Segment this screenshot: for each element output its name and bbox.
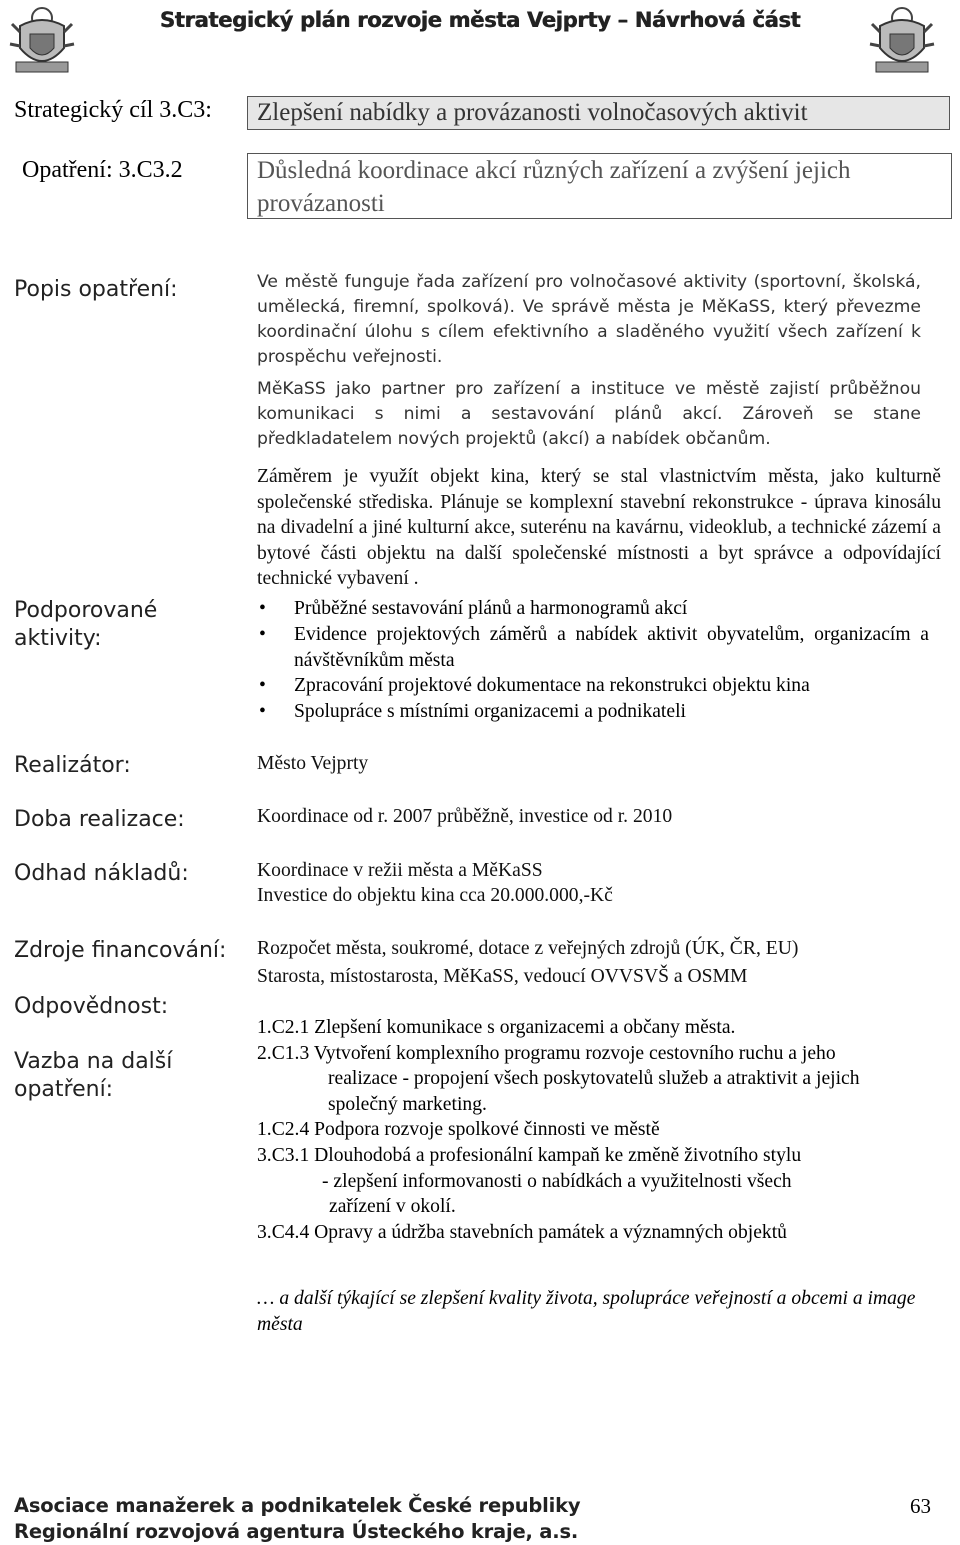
costs-line: Koordinace v režii města a MěKaSS (257, 860, 543, 881)
list-item: • Průběžné sestavování plánů a harmonogramů akcí (257, 596, 929, 622)
costs-label: Odhad nákladů: (14, 861, 189, 886)
list-item: 2.C1.3 Vytvoření komplexního programu rozvoje cestovního ruchu a jeho (257, 1042, 836, 1064)
goal-label: Strategický cíl 3.C3: (14, 97, 212, 123)
implementer-label: Realizátor: (14, 753, 131, 778)
list-item: • Zpracování projektové dokumentace na rekonstrukci objektu kina (257, 673, 929, 699)
funding-value: Rozpočet města, soukromé, dotace z veřejných zdrojů (ÚK, ČR, EU) (257, 938, 799, 959)
list-item: • Spolupráce s místními organizacemi a podnikateli (257, 699, 929, 725)
related-measures-label: Vazba na další opatření: (14, 1049, 173, 1102)
bullet-icon: • (259, 623, 266, 645)
measure-title-box: Důsledná koordinace akcí různých zařízení a zvýšení jejich provázanosti (247, 153, 952, 219)
list-item-continuation: realizace - propojení všech poskytovatelů služeb a atraktivit a jejich (328, 1068, 860, 1090)
list-item-continuation: společný marketing. (328, 1093, 487, 1115)
duration-label: Doba realizace: (14, 807, 185, 832)
list-item-continuation: zařízení v okolí. (329, 1196, 456, 1218)
list-item: 3.C4.4 Opravy a údržba stavebních památek a významných objektů (257, 1221, 787, 1243)
duration-value: Koordinace od r. 2007 průběžně, investice od r. 2010 (257, 806, 673, 827)
list-item: 1.C2.4 Podpora rozvoje spolkové činnosti ve městě (257, 1119, 660, 1141)
measure-label: Opatření: 3.C3.2 (22, 157, 183, 183)
coat-of-arms-icon (8, 4, 76, 76)
bullet-icon: • (259, 675, 266, 697)
implementer-value: Město Vejprty (257, 753, 369, 774)
closing-note: … a další týkající se zlepšení kvality života, spolupráce veřejností a obcemi a image města (257, 1288, 916, 1335)
list-item-continuation: - zlepšení informovanosti o nabídkách a využitelnosti všech (322, 1170, 792, 1192)
funding-label: Zdroje financování: (14, 938, 227, 963)
list-item: • Evidence projektových záměrů a nabídek aktivit obyvatelům, organizacím a návštěvníkům města (259, 623, 929, 671)
list-item: 1.C2.1 Zlepšení komunikace s organizacemi a občany města. (257, 1017, 736, 1038)
footer-organization-2: Regionální rozvojová agentura Ústeckého kraje, a.s. (14, 1520, 579, 1543)
description-paragraph: MěKaSS jako partner pro zařízení a instituce ve městě zajistí průběžnou komunikaci s nimi a sestavování plánů akcí. Zároveň se stane předkladatelem nových projektů (akcí) a nabídek občanům. (257, 379, 921, 449)
document-header-title: Strategický plán rozvoje města Vejprty – Návrhová část (159, 8, 801, 32)
description-text (257, 270, 921, 459)
description-paragraph: Ve městě funguje řada zařízení pro volnočasové aktivity (sportovní, školská, umělecká, firemní, spolková). Ve správě města je MěKaSS, který převezme koordinační úlohu s cílem efektivního a sladěného využití všech zařízení k prospěchu veřejnosti. (257, 272, 921, 367)
footer-organization-1: Asociace manažerek a podnikatelek České republiky (14, 1494, 581, 1517)
costs-line: Investice do objektu kina cca 20.000.000,-Kč (257, 885, 613, 906)
goal-title-box: Zlepšení nabídky a provázanosti volnočasových aktivit (247, 96, 950, 130)
list-item: 3.C3.1 Dlouhodobá a profesionální kampaň ke změně životního stylu (257, 1144, 802, 1166)
description-paragraph: Záměrem je využít objekt kina, který se stal vlastnictvím města, jako kulturně společenské střediska. Plánuje se komplexní stavební rekonstrukce - úprava kinosálu na divadelní a jiné kulturní akce, suterénu na kavárnu, videoklub, a technické zázemí a bytové části objektu na další společenské místnosti a byt správce a odpovídající technické vybavení . (257, 466, 941, 589)
coat-of-arms-icon (868, 4, 936, 76)
description-label: Popis opatření: (14, 277, 178, 302)
page-number: 63 (910, 1494, 931, 1518)
responsibility-value: Starosta, místostarosta, MěKaSS, vedoucí OVVSVŠ a OSMM (257, 966, 748, 987)
related-measures-list (257, 1015, 947, 1245)
supported-activities-list (257, 596, 929, 725)
bullet-icon: • (259, 701, 266, 723)
bullet-icon: • (259, 598, 266, 619)
supported-activities-label: Podporované aktivity: (14, 598, 158, 651)
responsibility-label: Odpovědnost: (14, 994, 169, 1019)
